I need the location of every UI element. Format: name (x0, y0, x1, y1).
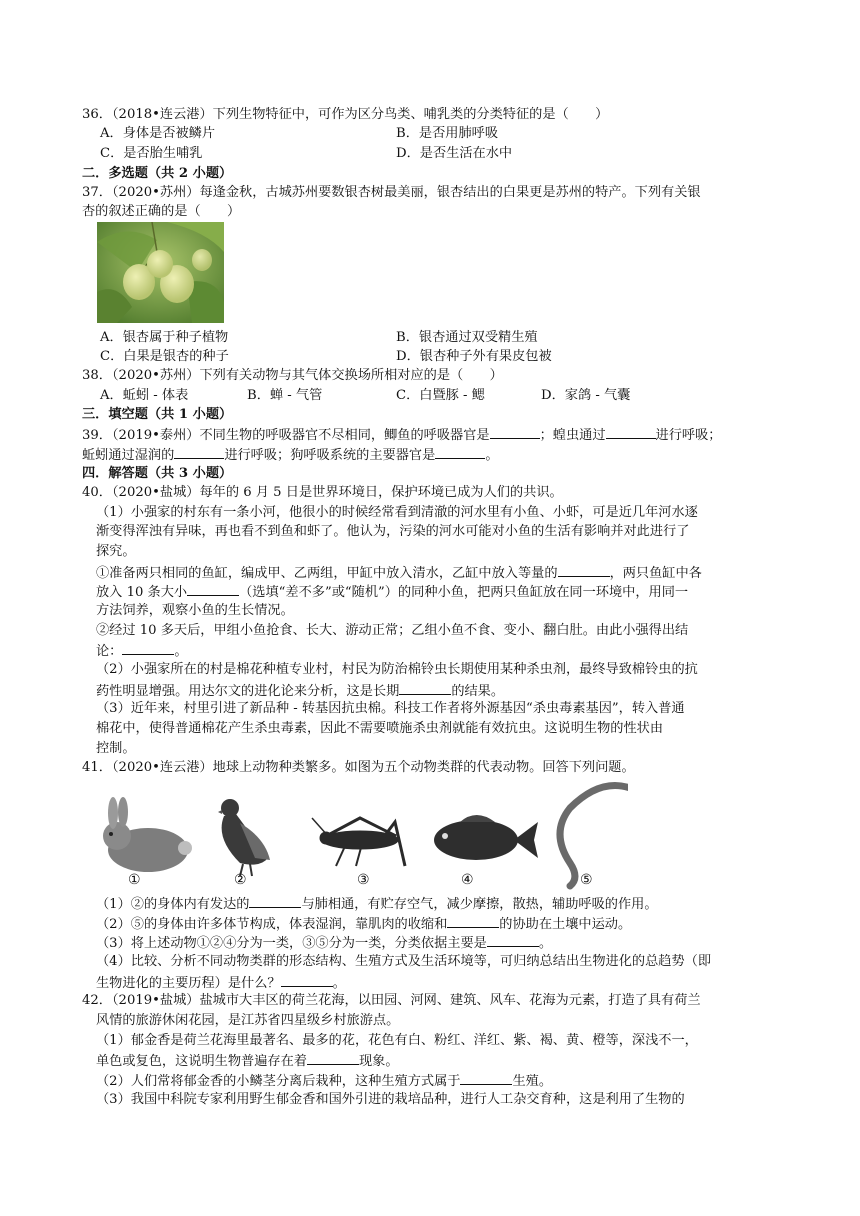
q41-stem: 41．（2020•连云港）地球上动物种类繁多。如图为五个动物类群的代表动物。回答下列问题。 (82, 760, 635, 775)
q36-option-a: A．身体是否被鳞片 (100, 126, 216, 141)
q39-text-a: 39．（2019•泰州）不同生物的呼吸器官不尽相同，鲫鱼的呼吸器官是 (82, 428, 490, 443)
q36-option-c: C．是否胎生哺乳 (100, 146, 203, 161)
earthworm-image (560, 786, 628, 887)
q40-text: 棉花中，使得普通棉花产生杀虫毒素，因此不需要喷施杀虫剂就能有效抗虫。这说明生物的性状由 (96, 721, 664, 736)
q37-option-c: C．白果是银杏的种子 (100, 349, 229, 364)
q40-text-part: 的结果。 (451, 684, 505, 699)
q38-stem: 38．（2020•苏州）下列有关动物与其气体交换场所相对应的是（ ） (82, 368, 503, 383)
q38-option-b: B．蝉 - 气管 (247, 388, 323, 403)
q37-option-b: B．银杏通过双受精生殖 (396, 330, 538, 345)
q40-text-part: 。 (174, 644, 188, 659)
q40-text: 探究。 (96, 544, 136, 559)
q42-text-part: 生殖。 (512, 1074, 553, 1089)
q40-text-part: 论： (96, 644, 123, 659)
q42-text-part: 单色或复色，这说明生物普遍存在着 (96, 1054, 307, 1069)
answer-blank[interactable] (399, 680, 451, 695)
q39-text-f: 。 (485, 448, 499, 463)
q36-option-b: B．是否用肺呼吸 (396, 126, 499, 141)
q36-stem: 36．（2018•连云港）下列生物特征中，可作为区分鸟类、哺乳类的分类特征的是（ ） (82, 107, 609, 122)
answer-blank[interactable] (174, 444, 224, 459)
q39-text-c: 进行呼吸； (655, 428, 722, 443)
q39-line1 (82, 424, 721, 445)
answer-blank[interactable] (281, 972, 333, 987)
answer-blank[interactable] (122, 640, 174, 655)
q42-text (96, 1070, 552, 1091)
rabbit-image (103, 797, 192, 872)
q42-stem-line1: 42．（2019•盐城）盐城市大丰区的荷兰花海，以田园、河网、建筑、风车、花海为元素，打造了具有荷兰 (82, 993, 701, 1008)
q41-text (96, 913, 631, 934)
q40-text (96, 640, 188, 661)
q41-text (96, 893, 658, 914)
q37-stem-line2: 杏的叙述正确的是（ ） (82, 204, 241, 219)
q42-text: （3）我国中科院专家利用野生郁金香和国外引进的栽培品种，进行人工杂交育种，这是利用了生物的 (96, 1092, 685, 1107)
section-heading-2: 二．多选题（共 2 小题） (82, 166, 233, 181)
q37-option-a: A．银杏属于种子植物 (100, 330, 229, 345)
q40-text: （3）近年来，村里引进了新品种 - 转基因抗虫棉。科技工作者将外源基因“杀虫毒素基因”，转入普通 (96, 701, 685, 716)
q40-text: ②经过 10 多天后，甲组小鱼抢食、长大、游动正常；乙组小鱼不食、变小、翻白肚。由此小强得出结 (96, 623, 689, 638)
animal-label-4: ④ (461, 872, 474, 888)
ginkgo-photo (97, 222, 224, 323)
q37-stem-line1: 37．（2020•苏州）每逢金秋，古城苏州要数银杏树最美丽，银杏结出的白果更是苏州的特产。下列有关银 (82, 185, 701, 200)
q40-text (96, 562, 702, 583)
answer-blank[interactable] (187, 581, 239, 596)
q42-text (96, 1050, 399, 1071)
q40-stem: 40．（2020•盐城）每年的 6 月 5 日是世界环境日，保护环境已成为人们的共识。 (82, 485, 563, 500)
animal-label-1: ① (128, 872, 141, 888)
q41-text: （4）比较、分析不同动物类群的形态结构、生殖方式及生活环境等，可归纳总结出生物进化的总趋势（即 (96, 954, 712, 969)
answer-blank[interactable] (606, 424, 656, 439)
answer-blank[interactable] (447, 913, 499, 928)
q39-text-b: ；蝗虫通过 (539, 428, 606, 443)
q41-text-part: （1）②的身体内有发达的 (96, 897, 250, 912)
animal-label-2: ② (234, 872, 247, 888)
q38-option-c: C．白暨豚 - 鳃 (396, 388, 485, 403)
q41-text-part: （3）将上述动物①②④分为一类，③⑤分为一类，分类依据主要是 (96, 936, 487, 951)
q40-text: （1）小强家的村东有一条小河，他很小的时候经常看到清澈的河水里有小鱼、小虾，可是近几年河水逐 (96, 505, 698, 520)
q40-text-part: ，两只鱼缸中各 (609, 566, 702, 581)
q40-text (96, 680, 504, 701)
q37-option-d: D．银杏种子外有果皮包被 (396, 349, 552, 364)
q42-text-part: 现象。 (359, 1054, 399, 1069)
q40-text: 方法饲养，观察小鱼的生长情况。 (96, 603, 294, 618)
q39-line2 (82, 444, 499, 465)
q41-text-part: 生物进化的主要历程）是什么？ (96, 976, 281, 991)
q39-text-e: 进行呼吸；狗呼吸系统的主要器官是 (224, 448, 436, 463)
animal-label-3: ③ (357, 872, 370, 888)
q41-text-part: 。 (538, 936, 553, 951)
q40-text-part: （选填“差不多”或“随机”）的同种小鱼，把两只鱼缸放在同一环境中，用同一 (239, 585, 689, 600)
answer-blank[interactable] (435, 444, 485, 459)
answer-blank[interactable] (558, 562, 610, 577)
q40-text-part: 药性明显增强。用达尔文的进化论来分析，这是长期 (96, 684, 400, 699)
section-heading-3: 三．填空题（共 1 小题） (82, 407, 233, 422)
answer-blank[interactable] (487, 932, 539, 947)
q42-text-part: （2）人们常将郁金香的小鳞茎分离后栽种，这种生殖方式属于 (96, 1074, 461, 1089)
answer-blank[interactable] (490, 424, 540, 439)
q36-option-d: D．是否生活在水中 (396, 146, 513, 161)
answer-blank[interactable] (307, 1050, 359, 1065)
section-heading-4: 四．解答题（共 3 小题） (82, 466, 233, 481)
q41-text (96, 972, 346, 993)
q39-text-d: 蚯蚓通过湿润的 (82, 448, 175, 463)
animal-label-5: ⑤ (580, 872, 593, 888)
grasshopper-image (312, 818, 405, 866)
answer-blank[interactable] (460, 1070, 512, 1085)
q42-stem-line2: 风情的旅游休闲花园，是江苏省四星级乡村旅游点。 (96, 1013, 400, 1028)
fish-image (434, 815, 538, 860)
q40-text: 控制。 (96, 741, 136, 756)
q42-text: （1）郁金香是荷兰花海里最著名、最多的花，花色有白、粉红、洋红、紫、褐、黄、橙等，深浅不一， (96, 1033, 698, 1048)
q41-text-part: 。 (332, 976, 346, 991)
q41-text (96, 932, 552, 953)
q41-text-part: （2）⑤的身体由许多体节构成，体表湿润，靠肌肉的收缩和 (96, 917, 448, 932)
q38-option-a: A．蚯蚓 - 体表 (100, 388, 189, 403)
q40-text (96, 581, 688, 602)
q40-text: 渐变得浑浊有异味，再也看不到鱼和虾了。他认为，污染的河水可能对小鱼的生活有影响并对此进行了 (96, 524, 690, 539)
q41-text-part: 的协助在土壤中运动。 (499, 917, 632, 932)
q41-text-part: 与肺相通，有贮存空气，减少摩擦，散热，辅助呼吸的作用。 (301, 897, 658, 912)
q40-text-part: ①准备两只相同的鱼缸，编成甲、乙两组，甲缸中放入清水，乙缸中放入等量的 (96, 566, 558, 581)
answer-blank[interactable] (249, 893, 301, 908)
pigeon-image (218, 799, 270, 876)
q40-text-part: 放入 10 条大小 (96, 585, 188, 600)
q38-option-d: D．家鸽 - 气囊 (541, 388, 631, 403)
q40-text: （2）小强家所在的村是棉花种植专业村，村民为防治棉铃虫长期使用某种杀虫剂，最终导致棉铃虫的抗 (96, 662, 698, 677)
